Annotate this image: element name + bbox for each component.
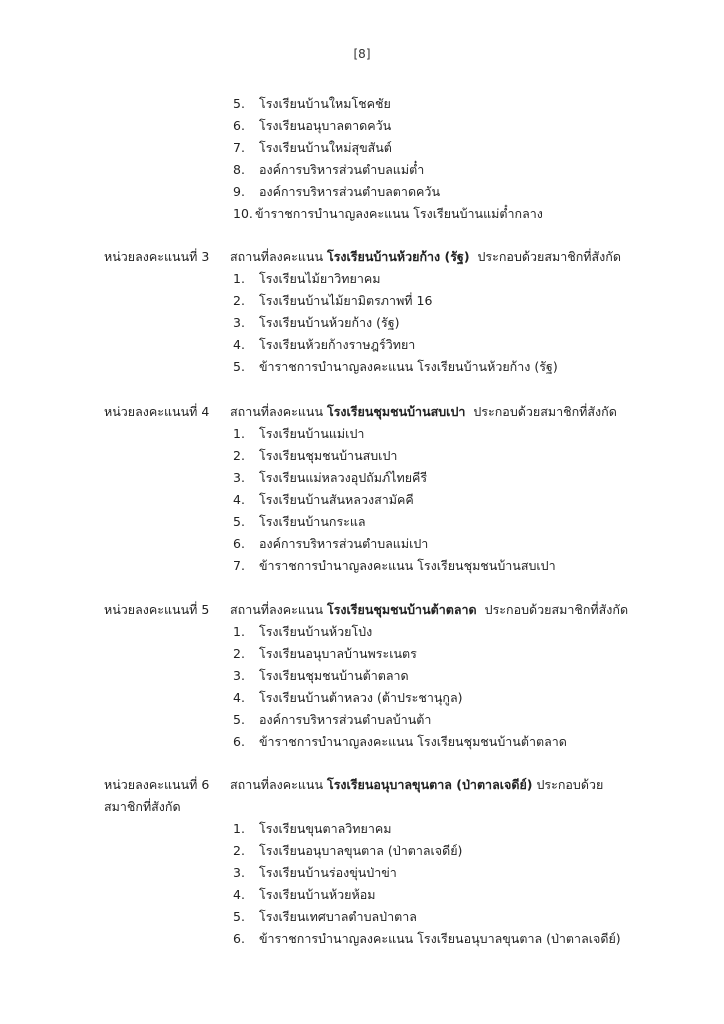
venue-label: สถานที่ลงคะแนน	[230, 777, 323, 792]
list-item: 10. ข้าราชการบำนาญลงคะแนน โรงเรียนบ้านแม่ต๋ำกลาง	[233, 206, 543, 221]
list-item: 3. โรงเรียนชุมชนบ้านต้าตลาด	[233, 668, 409, 683]
unit-label: หน่วยลงคะแนนที่ 5	[104, 602, 210, 617]
venue-label: สถานที่ลงคะแนน	[230, 404, 323, 419]
list-item: 7. โรงเรียนบ้านใหม่สุขสันต์	[233, 140, 392, 155]
member-list	[233, 423, 556, 577]
continued-member-list	[233, 93, 543, 225]
list-item: 4. โรงเรียนห้วยก้างราษฎร์วิทยา	[233, 337, 416, 352]
page-number: [8]	[353, 47, 371, 61]
list-item: 2. โรงเรียนอนุบาลบ้านพระเนตร	[233, 646, 417, 661]
members-label: ประกอบด้วยสมาชิกที่สังกัด	[484, 602, 629, 617]
list-item: 1. โรงเรียนไม้ยาวิทยาคม	[233, 271, 381, 286]
list-item: 5. ข้าราชการบำนาญลงคะแนน โรงเรียนบ้านห้วยก้าง (รัฐ)	[233, 359, 558, 374]
list-item: 4. โรงเรียนบ้านต้าหลวง (ต้าประชานุกูล)	[233, 690, 463, 705]
list-item: 3. โรงเรียนแม่หลวงอุปถัมภ์ไทยคีรี	[233, 470, 428, 485]
list-item: 1. โรงเรียนบ้านแม่เปา	[233, 426, 365, 441]
venue-name: โรงเรียนชุมชนบ้านต้าตลาด	[326, 602, 477, 617]
members-label: ประกอบด้วยสมาชิกที่สังกัด	[477, 249, 621, 264]
unit-label: หน่วยลงคะแนนที่ 6	[104, 777, 210, 792]
list-item: 5. องค์การบริหารส่วนตำบลบ้านต้า	[233, 712, 432, 727]
list-item: 4. โรงเรียนบ้านห้วยห้อม	[233, 887, 376, 902]
voting-unit-heading	[104, 774, 624, 818]
list-item: 3. โรงเรียนบ้านร่องขุ่นป่าข่า	[233, 865, 397, 880]
members-label: ประกอบด้วยสมาชิกที่สังกัด	[104, 777, 604, 814]
list-item: 2. โรงเรียนชุมชนบ้านสบเปา	[233, 448, 398, 463]
list-item: 4. โรงเรียนบ้านสันหลวงสามัคคี	[233, 492, 414, 507]
list-item: 7. ข้าราชการบำนาญลงคะแนน โรงเรียนชุมชนบ้านสบเปา	[233, 558, 556, 573]
unit-label: หน่วยลงคะแนนที่ 3	[104, 249, 210, 264]
list-item: 1. โรงเรียนบ้านห้วยโป่ง	[233, 624, 373, 639]
member-list	[233, 818, 621, 950]
voting-unit-heading	[104, 401, 634, 423]
list-item: 5. โรงเรียนบ้านใหมโชคชัย	[233, 96, 391, 111]
members-label: ประกอบด้วยสมาชิกที่สังกัด	[473, 404, 617, 419]
voting-unit-heading	[104, 246, 634, 268]
unit-label: หน่วยลงคะแนนที่ 4	[104, 404, 210, 419]
member-list	[233, 268, 558, 378]
list-item: 9. องค์การบริหารส่วนตำบลตาดควัน	[233, 184, 440, 199]
venue-label: สถานที่ลงคะแนน	[230, 249, 323, 264]
member-list	[233, 621, 567, 753]
venue-name: โรงเรียนชุมชนบ้านสบเปา	[326, 404, 466, 419]
list-item: 5. โรงเรียนเทศบาลตำบลป่าตาล	[233, 909, 417, 924]
venue-name: โรงเรียนบ้านห้วยก้าง (รัฐ)	[326, 249, 470, 264]
list-item: 2. โรงเรียนอนุบาลขุนตาล (ป่าตาลเจดีย์)	[233, 843, 463, 858]
list-item: 2. โรงเรียนบ้านไม้ยามิตรภาพที่ 16	[233, 293, 433, 308]
list-item: 5. โรงเรียนบ้านกระแล	[233, 514, 366, 529]
list-item: 6. โรงเรียนอนุบาลตาดควัน	[233, 118, 392, 133]
venue-name: โรงเรียนอนุบาลขุนตาล (ป่าตาลเจดีย์)	[326, 777, 533, 792]
list-item: 8. องค์การบริหารส่วนตำบลแม่ต๋ำ	[233, 162, 425, 177]
list-item: 3. โรงเรียนบ้านห้วยก้าง (รัฐ)	[233, 315, 400, 330]
list-item: 6. ข้าราชการบำนาญลงคะแนน โรงเรียนชุมชนบ้านต้าตลาด	[233, 734, 567, 749]
voting-unit-heading	[104, 599, 634, 621]
list-item: 6. องค์การบริหารส่วนตำบลแม่เปา	[233, 536, 429, 551]
list-item: 1. โรงเรียนขุนตาลวิทยาคม	[233, 821, 392, 836]
list-item: 6. ข้าราชการบำนาญลงคะแนน โรงเรียนอนุบาลขุนตาล (ป่าตาลเจดีย์)	[233, 931, 621, 946]
venue-label: สถานที่ลงคะแนน	[230, 602, 323, 617]
